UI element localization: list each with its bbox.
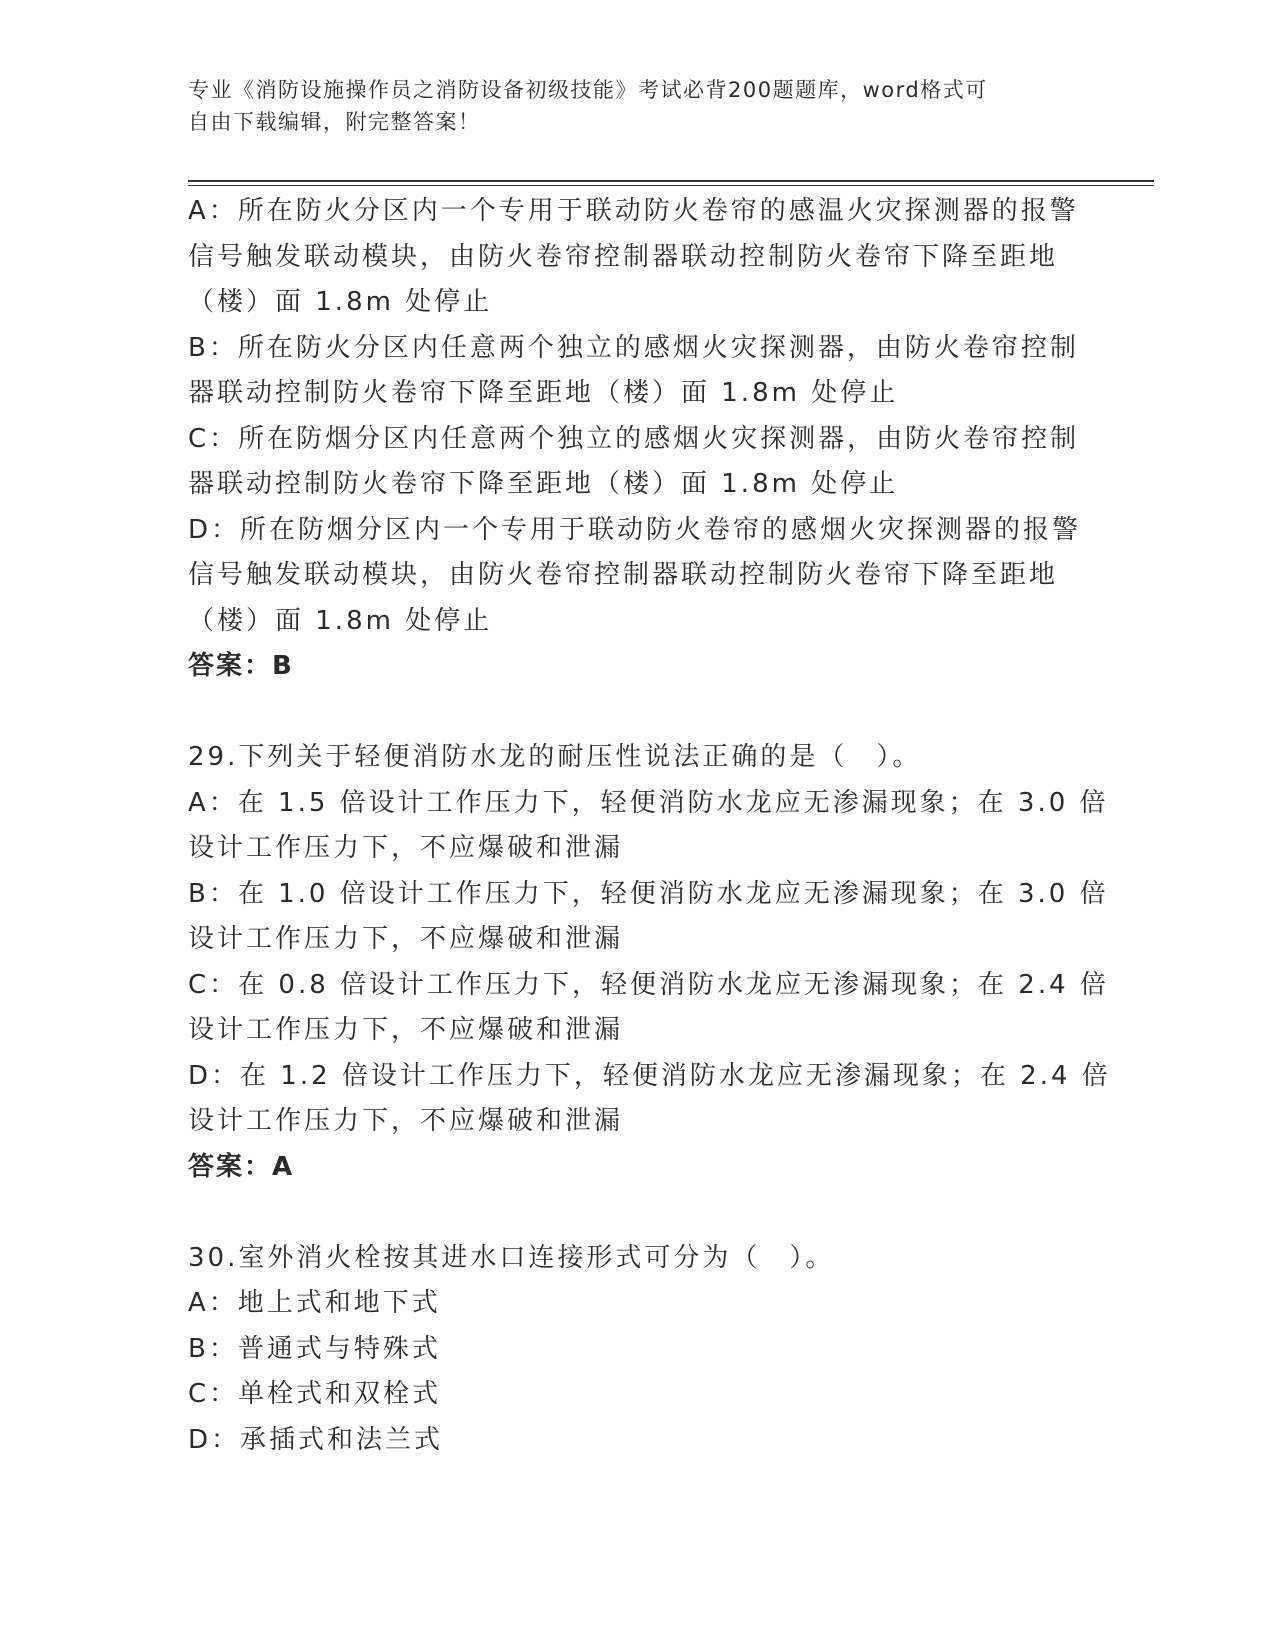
q30-stem: 30.室外消火栓按其进水口连接形式可分为（ ）。 bbox=[188, 1242, 835, 1273]
q30-option-d: D：承插式和法兰式 bbox=[188, 1424, 444, 1455]
q30-option-a: A：地上式和地下式 bbox=[188, 1288, 441, 1318]
option-line: B：在 1.0 倍设计工作压力下，轻便消防水龙应无渗漏现象；在 3.0 倍 bbox=[188, 878, 1109, 909]
option-line: （楼）面 1.8m 处停止 bbox=[188, 605, 493, 636]
q29-option-b bbox=[188, 872, 1109, 963]
option-line: 信号触发联动模块，由防火卷帘控制器联动控制防火卷帘下降至距地 bbox=[188, 560, 1059, 590]
spacer bbox=[188, 1190, 1088, 1236]
q28-option-d bbox=[188, 508, 1088, 645]
q29-stem: 29.下列关于轻便消防水龙的耐压性说法正确的是（ ）。 bbox=[188, 742, 922, 772]
option-line: 器联动控制防火卷帘下降至距地（楼）面 1.8m 处停止 bbox=[188, 469, 899, 499]
question-content bbox=[188, 189, 1111, 1463]
header-divider-thick bbox=[188, 180, 1154, 182]
q28-option-c bbox=[188, 417, 1088, 508]
option-line: B：所在防火分区内任意两个独立的感烟火灾探测器，由防火卷帘控制 bbox=[188, 332, 1079, 363]
q30-option-c: C：单栓式和双栓式 bbox=[188, 1379, 442, 1409]
q28-answer: 答案：B bbox=[188, 651, 294, 681]
document-header bbox=[188, 74, 1068, 138]
option-line: C：在 0.8 倍设计工作压力下，轻便消防水龙应无渗漏现象；在 2.4 倍 bbox=[188, 969, 1109, 1000]
header-line-2: 自由下载编辑，附完整答案！ bbox=[188, 110, 481, 134]
header-divider-thin bbox=[188, 185, 1154, 186]
q29-option-d bbox=[188, 1054, 1111, 1145]
option-line: （楼）面 1.8m 处停止 bbox=[188, 287, 493, 317]
option-line: D：在 1.2 倍设计工作压力下，轻便消防水龙应无渗漏现象；在 2.4 倍 bbox=[188, 1060, 1111, 1091]
q29-option-c bbox=[188, 963, 1109, 1054]
header-line-1: 专业《消防设施操作员之消防设备初级技能》考试必背200题题库，word格式可 bbox=[188, 78, 988, 102]
option-line: 设计工作压力下，不应爆破和泄漏 bbox=[188, 1106, 624, 1136]
q30-option-b: B：普通式与特殊式 bbox=[188, 1333, 441, 1364]
q28-option-b bbox=[188, 326, 1088, 417]
option-line: 设计工作压力下，不应爆破和泄漏 bbox=[188, 1015, 624, 1045]
option-line: C：所在防烟分区内任意两个独立的感烟火灾探测器，由防火卷帘控制 bbox=[188, 423, 1080, 454]
option-line: 设计工作压力下，不应爆破和泄漏 bbox=[188, 833, 624, 863]
option-line: 信号触发联动模块，由防火卷帘控制器联动控制防火卷帘下降至距地 bbox=[188, 241, 1059, 272]
option-line: A：所在防火分区内一个专用于联动防火卷帘的感温火灾探测器的报警 bbox=[188, 196, 1079, 226]
option-line: 器联动控制防火卷帘下降至距地（楼）面 1.8m 处停止 bbox=[188, 378, 899, 408]
q29-option-a bbox=[188, 781, 1109, 872]
q28-option-a bbox=[188, 189, 1088, 326]
option-line: 设计工作压力下，不应爆破和泄漏 bbox=[188, 924, 624, 954]
option-line: D：所在防烟分区内一个专用于联动防火卷帘的感烟火灾探测器的报警 bbox=[188, 514, 1082, 545]
spacer bbox=[188, 690, 1088, 736]
option-line: A：在 1.5 倍设计工作压力下，轻便消防水龙应无渗漏现象；在 3.0 倍 bbox=[188, 787, 1109, 818]
q29-answer: 答案：A bbox=[188, 1151, 295, 1182]
